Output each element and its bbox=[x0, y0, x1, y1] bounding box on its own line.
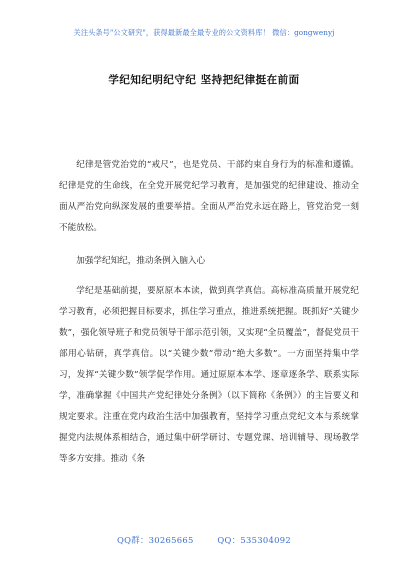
section-heading: 加强学纪知纪，推动条例入脑入心 bbox=[76, 256, 206, 266]
header-notice: 关注头条号"公文研究"，获得最新最全最专业的公文资料库！ 微信：gongwenyj bbox=[73, 28, 335, 37]
document-title: 学纪知纪明纪守纪 坚持把纪律挺在前面 bbox=[108, 74, 300, 86]
document-body bbox=[59, 155, 359, 470]
footer-contact: QQ群：30265665 QQ：535304092 bbox=[116, 535, 292, 545]
paragraph-intro: 纪律是管党治党的“戒尺”，也是党员、干部约束自身行为的标准和遵循。纪律是党的生命线，在全党开展党纪学习教育，是加强党的纪律建设、推动全面从严治党向纵深发展的重要举措。全面从严治党永远在路上，管党治党一刻不能放松。 bbox=[59, 160, 359, 233]
paragraph-study: 学纪是基础前提，要原原本本读，做到真学真信。高标准高质量开展党纪学习教育，必须把握目标要求，抓住学习重点，推进系统把握。既抓好“关键少数”，强化领导班子和党员领导干部示范引领，又实现“全员覆盖”，督促党员干部用心钻研，真学真信。以“关键少数”带动“绝大多数”。一方面坚持集中学习，发挥“关键少数”领学促学作用。通过原原本本学、逐章逐条学、联系实际学，准确掌握《中国共产党纪律处分条例》（以下简称《条例》）的主旨要义和规定要求。注重在党内政治生活中加强教育，坚持学习重点党纪文本与系统掌握党内法规体系相结合，通过集中研学研讨、专题党课、培训辅导、现场教学等多方安排。推动《条 bbox=[59, 286, 359, 464]
